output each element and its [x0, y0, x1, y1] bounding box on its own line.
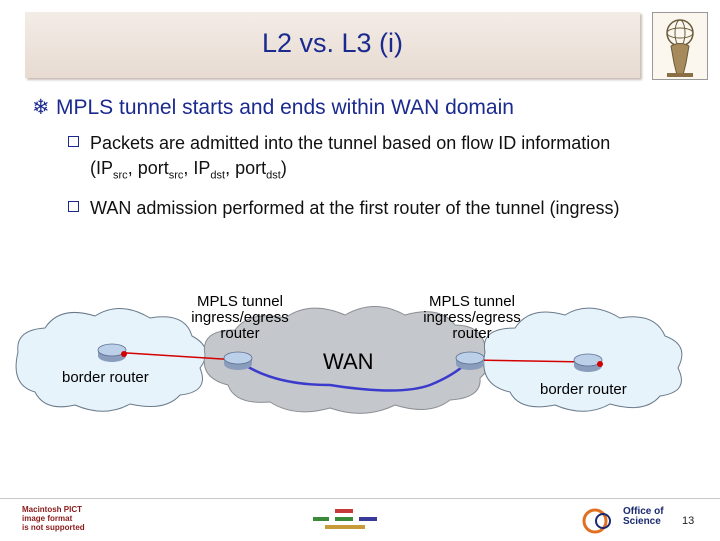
- main-bullet-text: MPLS tunnel starts and ends within WAN domain: [56, 96, 514, 119]
- office-of-science-text: Office of Science: [623, 506, 664, 527]
- sub-bullet-1-line2: ($IP_{src}$, port$_{src}$, $IP_{dst}$, port$_{dst}$): [90, 158, 287, 182]
- footer-divider: [0, 498, 720, 499]
- footer-flowchart-thumbnail-icon: [305, 507, 385, 531]
- slide-title: L2 vs. L3 (i): [261, 28, 404, 58]
- snowflake-bullet-icon: ❄: [32, 96, 50, 119]
- right-tunnel-router-icon: [456, 352, 484, 370]
- left-border-router-label: border router: [62, 369, 149, 386]
- page-number: 13: [682, 515, 695, 527]
- sub-bullet-2-text: WAN admission performed at the first router of the tunnel (ingress): [90, 198, 620, 218]
- left-border-router-icon: [98, 344, 127, 362]
- sub-bullet-1-line1: Packets are admitted into the tunnel based on flow ID information: [90, 133, 611, 153]
- right-border-router-label: border router: [540, 381, 627, 398]
- left-tunnel-router-icon: [224, 352, 252, 370]
- pict-notice: Macintosh PICT image format is not supported: [22, 505, 85, 532]
- right-border-router-icon: [574, 354, 603, 372]
- wan-label: WAN: [323, 349, 374, 374]
- right-tunnel-router-label: MPLS tunnel ingress/egress router: [423, 293, 521, 342]
- left-tunnel-router-label: MPLS tunnel ingress/egress router: [191, 293, 289, 342]
